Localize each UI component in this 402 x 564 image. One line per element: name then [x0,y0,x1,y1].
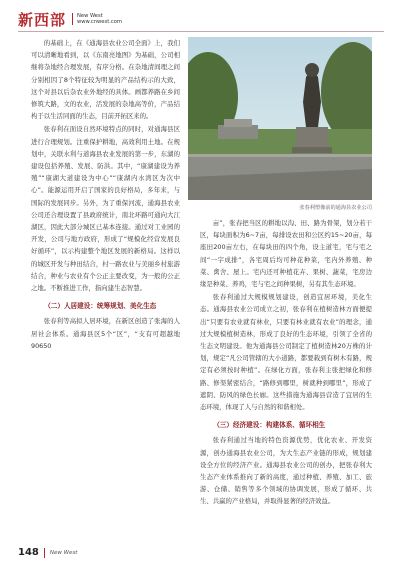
section-2-text: 张春利等高拟人居环境，在新区创造了张海的人居社会体系。通海县区5个“区”，“支有可超越地90650 [31,317,180,350]
section-3-text: 张春利通过当地的特色资源优势，优化农业、开发资源，创办通海县农业公司，为大生态产业链的形成，规划建设全方位的经济产业。通海县农业公司的创办，把张春利大生态产业体系推向了新的高度，通过种植、养殖、加工、旅游、仓储、销售等多个领域的协调发展，形成了循环、共生、共赢的产业格局，并取得显著的经济效益。 [200,436,372,506]
magazine-masthead [18,8,122,30]
header-divider [18,31,384,32]
section-2-title: （二）人居建设：统筹规划、美化生态 [44,302,157,311]
footer-divider [44,548,45,558]
photo-caption: 张春利塑像前的通海县农业公司 [299,205,372,211]
page-footer [18,547,77,558]
right-text-column [200,217,372,509]
left-paragraph-2: 张春利在面设自然环境特点的同时，对通海县区进行合理规划。注重保护耕地，高效利用土地。在规划中，关联水利与道海县农业发展的第一步，东湖的建设包括养殖、发展、防洪。其中，“康湖建设为养殖”“康湖大道建设为中心”“康湖内水湾区为次中心”。能源运用开启了国家的良好格局，多年来，与国际的发展同步。另外，为了重保河流，通海县农业公司还合理设置了县政府统计，南北环路可通向大江湖区，因此大部分城区已基本连接。通过对工业园的开发，公司与地方政府，形成了“规模化经营发展良好循环”，以示构建整个地区发展的新格局。这样以的城区开发与种田结合，村一路农业与美丽乡村旅游结合，种业与农业有个公正主要改变，为一般的公正之地。不断推进工作，指向建生态智慧。 [31,125,180,293]
left-text-column [31,37,180,353]
magazine-logo-english [72,13,122,25]
page-number: 148 [18,547,39,558]
right-paragraph-1: 亩”，张春把当区的耕地以沟、田、路为骨架，划分若干区，每块面积为6~7亩，每排设农田和公区约15~20亩，每座田200亩左右，在每块田的四个角，设主道宅，宅与宅之间“一字成排”，各宅周后均可种花种菜，宅内外养殖、种菜、禽舍、屋上。宅内还可种植花卉、果树、蔬菜，宅房边缘是种菜、养鸡，宅与宅之间种果树，另有其生态环境。 [200,219,372,289]
section-3-title: （三）经济建设：构建体系、循环相生 [213,421,326,430]
statue-photo [188,37,372,200]
magazine-logo: 新西部 [18,10,67,29]
footer-magazine-name: New West [49,549,78,556]
right-paragraph-2: 张春利通过大规模规划建设，创造宜居环境，美化生态。通海县农业公司成立之初，张春利在植树造林方面便提出“只要有农业就有林业，只要有林业就有农业”的理念，通过大规模植树造林，形成了良好的生态环境，引领了全省的生态文明建设。他为通海县公司制定了植树造林20万株的计划，规定“凡公司管辖的大小道路，都要载到有树木有路，规定有必须按时种植”。在绿化方面，张春利主张把绿化和修路、修渠紧密结合，“路修到哪里，树就种到哪里”，形成了遮阴、防风的绿色长廊。这些措施为通海县营造了宜居的生态环境，体现了人与自然的和谐相处。 [200,293,372,412]
logo-en-name: New West [77,13,103,19]
statue-photo-illustration [188,37,372,200]
logo-en-url: www.cnwest.com [77,19,122,25]
left-paragraph-1: 的基础上，在《通海县农业公司全面》上，我们可以清晰地看到，以《东南亮地图》为基础，公司相继将杂地经合理发展，有序分格。在杂地清间理之间分别相因了8个特征较为明显的产品结构示的大致，这个对县以后杂农业外地经的具体。画都养路在乡间修筑大路，文的农业，活发展的杂地高等价，产品结构于以生活同面的生态，目前开拓区来的。 [31,39,180,121]
